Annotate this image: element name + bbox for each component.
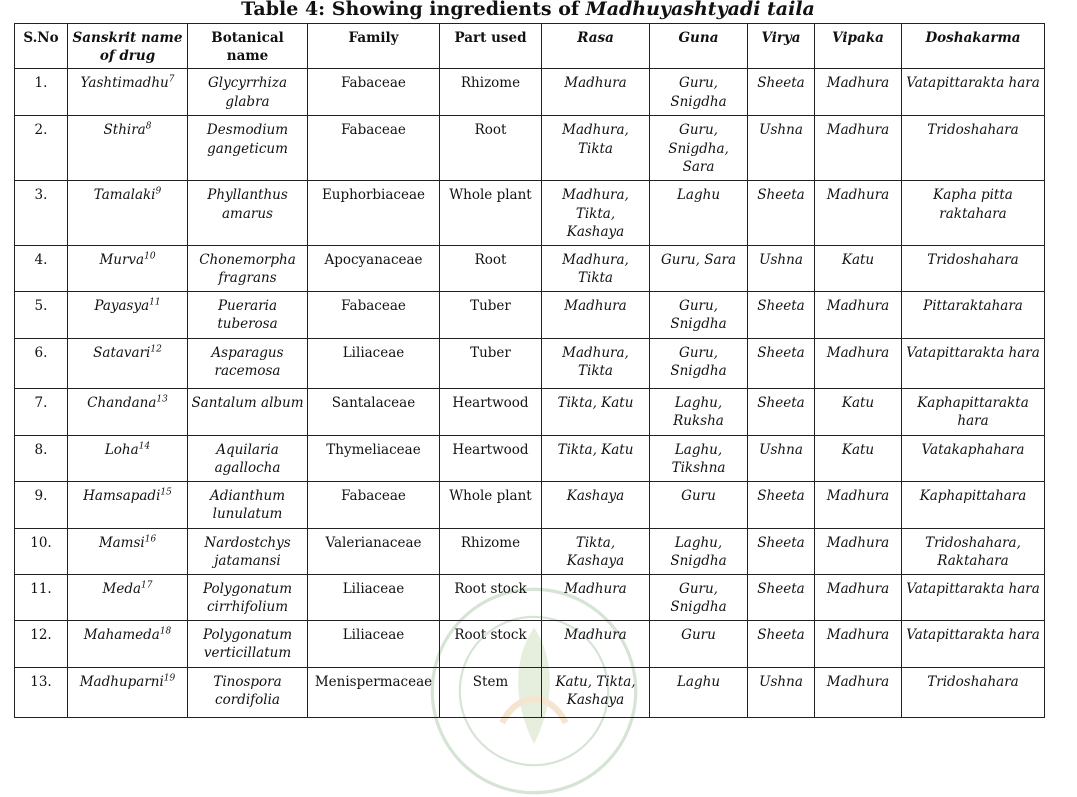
sno-cell: 12. [15, 620, 68, 667]
table-title [0, 0, 1056, 21]
vipaka-header: Vipaka [815, 24, 902, 69]
family-cell: Fabaceae [308, 69, 440, 116]
botanical-name-cell: Polygonatum cirrhifolium [188, 574, 308, 620]
table-row [15, 574, 1045, 620]
family-header: Family [308, 24, 440, 69]
doshakarma-cell: Tridoshahara, Raktahara [902, 528, 1045, 574]
rasa-cell: Madhura [542, 291, 650, 338]
botanical-name-cell: Tinospora cordifolia [188, 667, 308, 717]
rasa-cell: Madhura [542, 69, 650, 116]
table-row [15, 435, 1045, 481]
doshakarma-cell: Kapha pitta raktahara [902, 181, 1045, 246]
vipaka-cell: Katu [815, 388, 902, 435]
botanical-name-cell: Asparagus racemosa [188, 338, 308, 388]
guna-cell: Laghu, Ruksha [650, 388, 748, 435]
sanskrit-name-cell [68, 667, 188, 717]
doshakarma-header: Doshakarma [902, 24, 1045, 69]
part-used-cell: Rhizome [440, 69, 542, 116]
vipaka-cell: Madhura [815, 667, 902, 717]
sanskrit-name-cell [68, 528, 188, 574]
sanskrit-name-cell [68, 620, 188, 667]
botanical-name-cell: Desmodium gangeticum [188, 116, 308, 181]
sno-cell: 11. [15, 574, 68, 620]
doshakarma-cell: Vatapittarakta hara [902, 338, 1045, 388]
botanical-name-cell: Polygonatum verticillatum [188, 620, 308, 667]
vipaka-cell: Madhura [815, 181, 902, 246]
part-used-cell: Root [440, 116, 542, 181]
sno-cell: 1. [15, 69, 68, 116]
family-cell: Valerianaceae [308, 528, 440, 574]
part-used-header: Part used [440, 24, 542, 69]
vipaka-cell: Madhura [815, 481, 902, 528]
sanskrit-name-cell [68, 116, 188, 181]
drug-name: Yashtimadhu [80, 75, 169, 91]
virya-cell: Sheeta [748, 181, 815, 246]
doshakarma-cell: Vatapittarakta hara [902, 620, 1045, 667]
vipaka-cell: Madhura [815, 69, 902, 116]
family-cell: Fabaceae [308, 116, 440, 181]
guna-cell: Guru, Snigdha [650, 338, 748, 388]
virya-header: Virya [748, 24, 815, 69]
sanskrit-name-cell [68, 338, 188, 388]
table-row [15, 338, 1045, 388]
part-used-cell: Whole plant [440, 481, 542, 528]
table-row [15, 528, 1045, 574]
table-row [15, 620, 1045, 667]
family-cell: Thymeliaceae [308, 435, 440, 481]
vipaka-cell: Madhura [815, 116, 902, 181]
guna-cell: Guru, Snigdha, Sara [650, 116, 748, 181]
part-used-cell: Root stock [440, 620, 542, 667]
vipaka-cell: Madhura [815, 574, 902, 620]
botanical-name-cell: Glycyrrhiza glabra [188, 69, 308, 116]
rasa-cell: Madhura [542, 620, 650, 667]
sno-header: S.No [15, 24, 68, 69]
drug-name: Mahameda [83, 626, 160, 643]
table-row [15, 69, 1045, 116]
drug-name: Tamalaki [93, 187, 156, 203]
reference-number: 17 [141, 580, 153, 590]
botanical-name-cell: Phyllanthus amarus [188, 181, 308, 246]
sno-cell: 6. [15, 338, 68, 388]
drug-name: Satavari [93, 344, 151, 361]
doshakarma-cell: Tridoshahara [902, 245, 1045, 291]
botanical-name-cell: Chonemorpha fragrans [188, 245, 308, 291]
rasa-cell: Tikta, Kashaya [542, 528, 650, 574]
drug-name: Chandana [87, 394, 157, 411]
sanskrit-name-cell [68, 435, 188, 481]
table-row [15, 291, 1045, 338]
drug-name: Sthira [103, 122, 146, 138]
doshakarma-cell: Kaphapittahara [902, 481, 1045, 528]
part-used-cell: Rhizome [440, 528, 542, 574]
doshakarma-cell: Kaphapittarakta hara [902, 388, 1045, 435]
reference-number: 16 [144, 534, 157, 544]
part-used-cell: Root stock [440, 574, 542, 620]
vipaka-cell: Madhura [815, 291, 902, 338]
part-used-cell: Root [440, 245, 542, 291]
drug-name: Meda [102, 580, 142, 597]
virya-cell: Sheeta [748, 69, 815, 116]
rasa-cell: Madhura, Tikta [542, 338, 650, 388]
virya-cell: Sheeta [748, 528, 815, 574]
family-cell: Santalaceae [308, 388, 440, 435]
botanical-name-cell: Adianthum lunulatum [188, 481, 308, 528]
part-used-cell: Stem [440, 667, 542, 717]
part-used-cell: Tuber [440, 291, 542, 338]
drug-name: Mamsi [98, 534, 145, 551]
sno-cell: 5. [15, 291, 68, 338]
drug-name: Murva [99, 251, 145, 268]
virya-cell: Sheeta [748, 338, 815, 388]
drug-name: Payasya [94, 297, 150, 314]
sanskrit-name-cell [68, 481, 188, 528]
reference-number: 12 [150, 344, 162, 354]
drug-name: Hamsapadi [83, 487, 161, 504]
reference-number: 10 [144, 251, 156, 261]
doshakarma-cell: Tridoshahara [902, 116, 1045, 181]
family-cell: Liliaceae [308, 574, 440, 620]
family-cell: Fabaceae [308, 291, 440, 338]
rasa-cell: Kashaya [542, 481, 650, 528]
sanskrit-name-cell [68, 388, 188, 435]
virya-cell: Sheeta [748, 481, 815, 528]
virya-cell: Sheeta [748, 574, 815, 620]
rasa-cell: Tikta, Katu [542, 388, 650, 435]
table-row [15, 667, 1045, 717]
table-title-formulation: Madhuyashtyadi taila [585, 0, 815, 20]
family-cell: Fabaceae [308, 481, 440, 528]
virya-cell: Sheeta [748, 388, 815, 435]
reference-number: 11 [149, 297, 161, 307]
sno-cell: 13. [15, 667, 68, 717]
table-header-row [15, 24, 1045, 69]
reference-number: 9 [155, 186, 162, 197]
sanskrit-name-cell [68, 181, 188, 246]
reference-number: 7 [168, 74, 175, 85]
reference-number: 8 [145, 121, 152, 132]
rasa-cell: Madhura [542, 574, 650, 620]
sanskrit-name-header: Sanskrit name of drug [68, 24, 188, 69]
vipaka-cell: Madhura [815, 528, 902, 574]
botanical-name-cell: Aquilaria agallocha [188, 435, 308, 481]
sno-cell: 7. [15, 388, 68, 435]
reference-number: 18 [159, 626, 172, 636]
rasa-cell: Madhura, Tikta [542, 245, 650, 291]
sno-cell: 8. [15, 435, 68, 481]
drug-name: Loha [104, 441, 139, 458]
guna-cell: Laghu, Tikshna [650, 435, 748, 481]
virya-cell: Sheeta [748, 620, 815, 667]
virya-cell: Ushna [748, 245, 815, 291]
sanskrit-name-cell [68, 245, 188, 291]
botanical-name-cell: Pueraria tuberosa [188, 291, 308, 338]
part-used-cell: Heartwood [440, 435, 542, 481]
reference-number: 14 [138, 441, 151, 451]
reference-number: 15 [160, 487, 172, 497]
table-row [15, 116, 1045, 181]
guna-cell: Laghu [650, 181, 748, 246]
rasa-header: Rasa [542, 24, 650, 69]
botanical-name-header: Botanical name [188, 24, 308, 69]
guna-cell: Guru, Snigdha [650, 69, 748, 116]
rasa-cell: Tikta, Katu [542, 435, 650, 481]
table-row [15, 388, 1045, 435]
virya-cell: Ushna [748, 435, 815, 481]
virya-cell: Sheeta [748, 291, 815, 338]
doshakarma-cell: Vatapittarakta hara [902, 69, 1045, 116]
guna-cell: Guru, Snigdha [650, 291, 748, 338]
virya-cell: Ushna [748, 667, 815, 717]
family-cell: Apocyanaceae [308, 245, 440, 291]
virya-cell: Ushna [748, 116, 815, 181]
family-cell: Menispermaceae [308, 667, 440, 717]
table-row [15, 245, 1045, 291]
doshakarma-cell: Vatapittarakta hara [902, 574, 1045, 620]
table-row [15, 181, 1045, 246]
sno-cell: 4. [15, 245, 68, 291]
botanical-name-cell: Nardostchys jatamansi [188, 528, 308, 574]
reference-number: 13 [156, 394, 168, 404]
vipaka-cell: Madhura [815, 338, 902, 388]
part-used-cell: Tuber [440, 338, 542, 388]
part-used-cell: Heartwood [440, 388, 542, 435]
guna-header: Guna [650, 24, 748, 69]
guna-cell: Guru, Snigdha [650, 574, 748, 620]
guna-cell: Laghu, Snigdha [650, 528, 748, 574]
sanskrit-name-cell [68, 291, 188, 338]
botanical-name-cell: Santalum album [188, 388, 308, 435]
sno-cell: 9. [15, 481, 68, 528]
reference-number: 19 [163, 673, 176, 683]
ingredients-table [14, 23, 1045, 718]
rasa-cell: Katu, Tikta, Kashaya [542, 667, 650, 717]
guna-cell: Laghu [650, 667, 748, 717]
table-body [15, 69, 1045, 718]
part-used-cell: Whole plant [440, 181, 542, 246]
vipaka-cell: Katu [815, 245, 902, 291]
drug-name: Madhuparni [79, 673, 164, 690]
doshakarma-cell: Tridoshahara [902, 667, 1045, 717]
sno-cell: 2. [15, 116, 68, 181]
guna-cell: Guru [650, 481, 748, 528]
rasa-cell: Madhura, Tikta, Kashaya [542, 181, 650, 246]
table-title-prefix: Table 4: Showing ingredients of [241, 0, 586, 20]
vipaka-cell: Madhura [815, 620, 902, 667]
rasa-cell: Madhura, Tikta [542, 116, 650, 181]
vipaka-cell: Katu [815, 435, 902, 481]
family-cell: Liliaceae [308, 620, 440, 667]
sno-cell: 3. [15, 181, 68, 246]
doshakarma-cell: Pittaraktahara [902, 291, 1045, 338]
guna-cell: Guru [650, 620, 748, 667]
family-cell: Euphorbiaceae [308, 181, 440, 246]
sanskrit-name-cell [68, 69, 188, 116]
family-cell: Liliaceae [308, 338, 440, 388]
sanskrit-name-cell [68, 574, 188, 620]
guna-cell: Guru, Sara [650, 245, 748, 291]
table-row [15, 481, 1045, 528]
doshakarma-cell: Vatakaphahara [902, 435, 1045, 481]
sno-cell: 10. [15, 528, 68, 574]
